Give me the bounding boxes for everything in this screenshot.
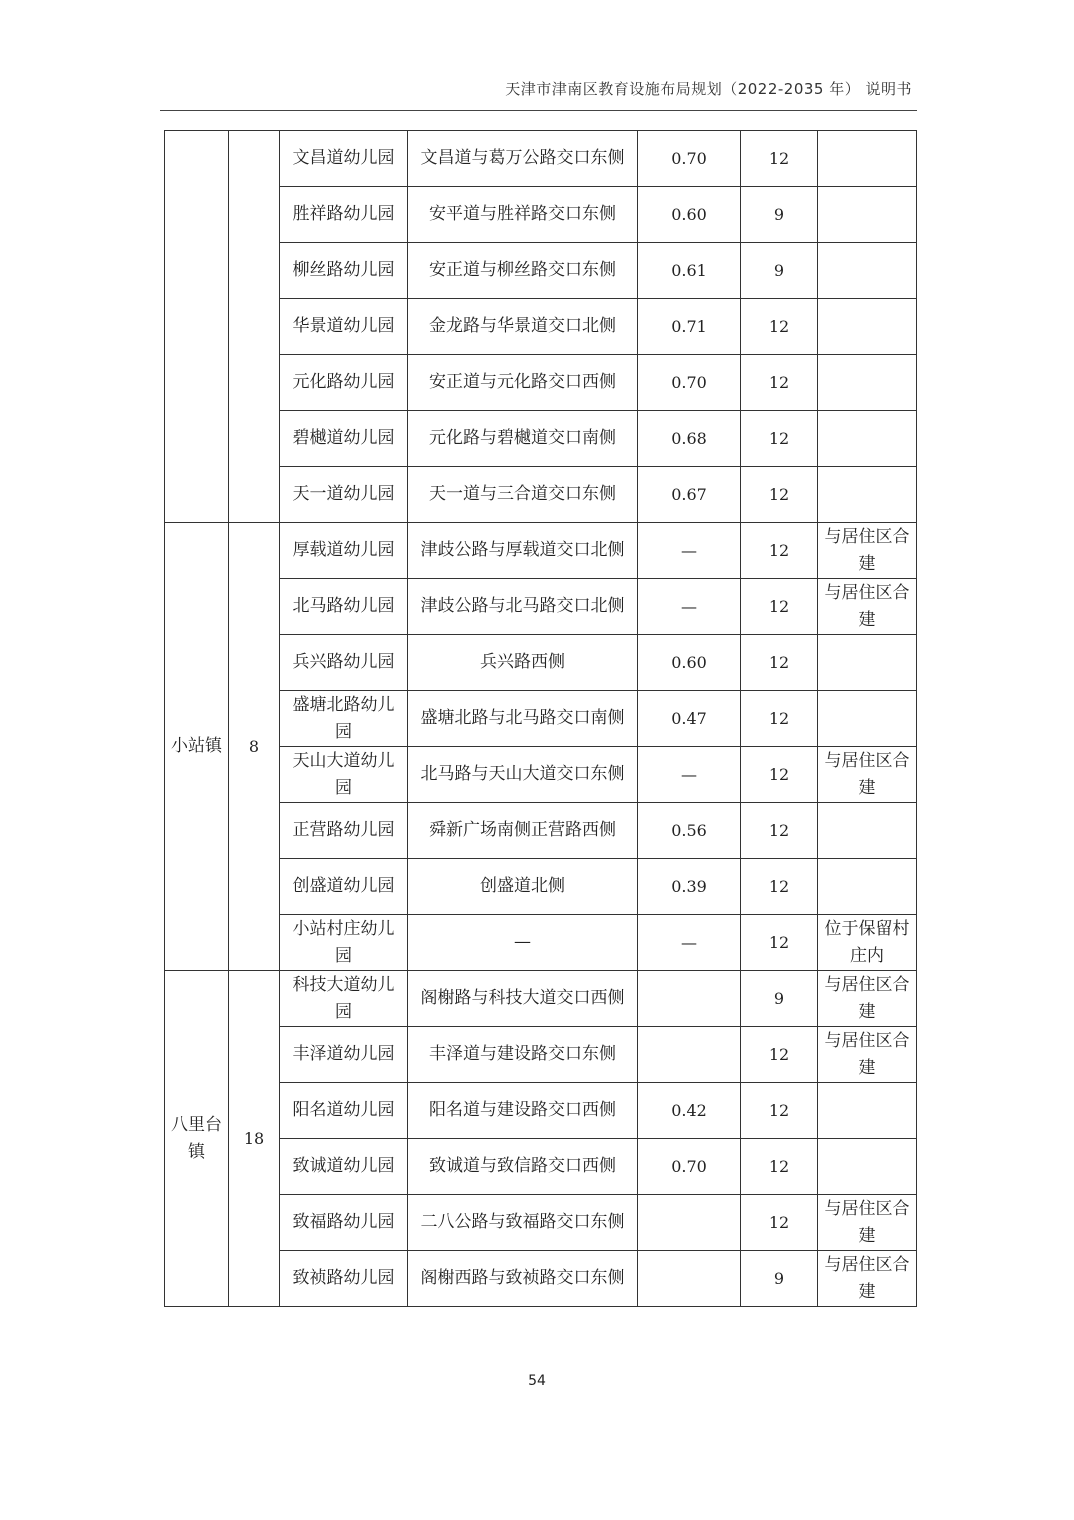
kindergarten-name-cell: 丰泽道幼儿园 [280,1027,408,1083]
kindergarten-name-cell: 创盛道幼儿园 [280,859,408,915]
note-cell [818,299,917,355]
note-cell: 位于保留村庄内 [818,915,917,971]
note-cell [818,243,917,299]
note-cell [818,859,917,915]
note-cell [818,635,917,691]
header-divider [160,110,917,111]
classes-cell: 12 [741,1195,818,1251]
kindergarten-name-cell: 厚载道幼儿园 [280,523,408,579]
location-cell: 阁榭西路与致祯路交口东侧 [408,1251,638,1307]
note-cell [818,355,917,411]
classes-cell: 12 [741,355,818,411]
page-header: 天津市津南区教育设施布局规划（2022-2035 年） 说明书 [505,80,912,98]
classes-cell: 9 [741,243,818,299]
count-cell: 18 [229,971,280,1307]
area-cell: 0.68 [638,411,741,467]
classes-cell: 12 [741,691,818,747]
town-cell [165,131,229,523]
kindergarten-name-cell: 碧樾道幼儿园 [280,411,408,467]
classes-cell: 12 [741,1027,818,1083]
note-cell [818,467,917,523]
area-cell: 0.42 [638,1083,741,1139]
kindergarten-name-cell: 致祯路幼儿园 [280,1251,408,1307]
location-cell: 二八公路与致福路交口东侧 [408,1195,638,1251]
area-cell: — [638,747,741,803]
count-cell: 8 [229,523,280,971]
note-cell [818,411,917,467]
table-row [165,523,917,579]
note-cell [818,803,917,859]
area-cell: 0.56 [638,803,741,859]
kindergarten-name-cell: 致诚道幼儿园 [280,1139,408,1195]
kindergarten-name-cell: 兵兴路幼儿园 [280,635,408,691]
location-cell: 天一道与三合道交口东侧 [408,467,638,523]
note-cell: 与居住区合建 [818,1195,917,1251]
kindergarten-name-cell: 华景道幼儿园 [280,299,408,355]
kindergarten-name-cell: 文昌道幼儿园 [280,131,408,187]
classes-cell: 12 [741,1083,818,1139]
note-cell [818,131,917,187]
location-cell: 金龙路与华景道交口北侧 [408,299,638,355]
area-cell: 0.70 [638,131,741,187]
location-cell: 创盛道北侧 [408,859,638,915]
location-cell: 致诚道与致信路交口西侧 [408,1139,638,1195]
location-cell: 舜新广场南侧正营路西侧 [408,803,638,859]
area-cell: 0.70 [638,355,741,411]
location-cell: 兵兴路西侧 [408,635,638,691]
classes-cell: 9 [741,187,818,243]
note-cell: 与居住区合建 [818,579,917,635]
location-cell: 阁榭路与科技大道交口西侧 [408,971,638,1027]
kindergarten-name-cell: 阳名道幼儿园 [280,1083,408,1139]
classes-cell: 9 [741,971,818,1027]
classes-cell: 12 [741,523,818,579]
count-cell [229,131,280,523]
kindergarten-name-cell: 胜祥路幼儿园 [280,187,408,243]
location-cell: 元化路与碧樾道交口南侧 [408,411,638,467]
note-cell [818,187,917,243]
kindergarten-name-cell: 致福路幼儿园 [280,1195,408,1251]
note-cell [818,691,917,747]
area-cell [638,1251,741,1307]
area-cell: 0.61 [638,243,741,299]
location-cell: 津歧公路与厚载道交口北侧 [408,523,638,579]
area-cell: 0.39 [638,859,741,915]
town-cell: 八里台镇 [165,971,229,1307]
note-cell: 与居住区合建 [818,1027,917,1083]
area-cell [638,1027,741,1083]
location-cell: 丰泽道与建设路交口东侧 [408,1027,638,1083]
location-cell: 安正道与柳丝路交口东侧 [408,243,638,299]
location-cell: — [408,915,638,971]
classes-cell: 12 [741,131,818,187]
town-cell: 小站镇 [165,523,229,971]
area-cell: — [638,915,741,971]
location-cell: 津歧公路与北马路交口北侧 [408,579,638,635]
kindergarten-name-cell: 天一道幼儿园 [280,467,408,523]
table-row [165,971,917,1027]
note-cell: 与居住区合建 [818,971,917,1027]
area-cell: 0.60 [638,635,741,691]
location-cell: 安平道与胜祥路交口东侧 [408,187,638,243]
table-row [165,131,917,187]
classes-cell: 12 [741,859,818,915]
kindergarten-name-cell: 北马路幼儿园 [280,579,408,635]
area-cell: 0.47 [638,691,741,747]
table-body [165,131,917,1307]
kindergarten-name-cell: 元化路幼儿园 [280,355,408,411]
kindergarten-name-cell: 天山大道幼儿园 [280,747,408,803]
page-number: 54 [528,1373,546,1389]
classes-cell: 12 [741,467,818,523]
location-cell: 北马路与天山大道交口东侧 [408,747,638,803]
area-cell [638,971,741,1027]
kindergarten-name-cell: 科技大道幼儿园 [280,971,408,1027]
location-cell: 阳名道与建设路交口西侧 [408,1083,638,1139]
classes-cell: 12 [741,635,818,691]
kindergarten-name-cell: 正营路幼儿园 [280,803,408,859]
classes-cell: 12 [741,411,818,467]
note-cell: 与居住区合建 [818,523,917,579]
area-cell: 0.67 [638,467,741,523]
area-cell: — [638,579,741,635]
location-cell: 盛塘北路与北马路交口南侧 [408,691,638,747]
note-cell: 与居住区合建 [818,1251,917,1307]
location-cell: 文昌道与葛万公路交口东侧 [408,131,638,187]
note-cell [818,1139,917,1195]
area-cell: 0.60 [638,187,741,243]
classes-cell: 9 [741,1251,818,1307]
kindergarten-name-cell: 盛塘北路幼儿园 [280,691,408,747]
classes-cell: 12 [741,1139,818,1195]
area-cell: — [638,523,741,579]
area-cell: 0.71 [638,299,741,355]
classes-cell: 12 [741,579,818,635]
area-cell: 0.70 [638,1139,741,1195]
classes-cell: 12 [741,747,818,803]
kindergarten-name-cell: 柳丝路幼儿园 [280,243,408,299]
note-cell: 与居住区合建 [818,747,917,803]
classes-cell: 12 [741,915,818,971]
classes-cell: 12 [741,803,818,859]
kindergarten-name-cell: 小站村庄幼儿园 [280,915,408,971]
area-cell [638,1195,741,1251]
note-cell [818,1083,917,1139]
kindergarten-plan-table [164,130,917,1307]
location-cell: 安正道与元化路交口西侧 [408,355,638,411]
classes-cell: 12 [741,299,818,355]
